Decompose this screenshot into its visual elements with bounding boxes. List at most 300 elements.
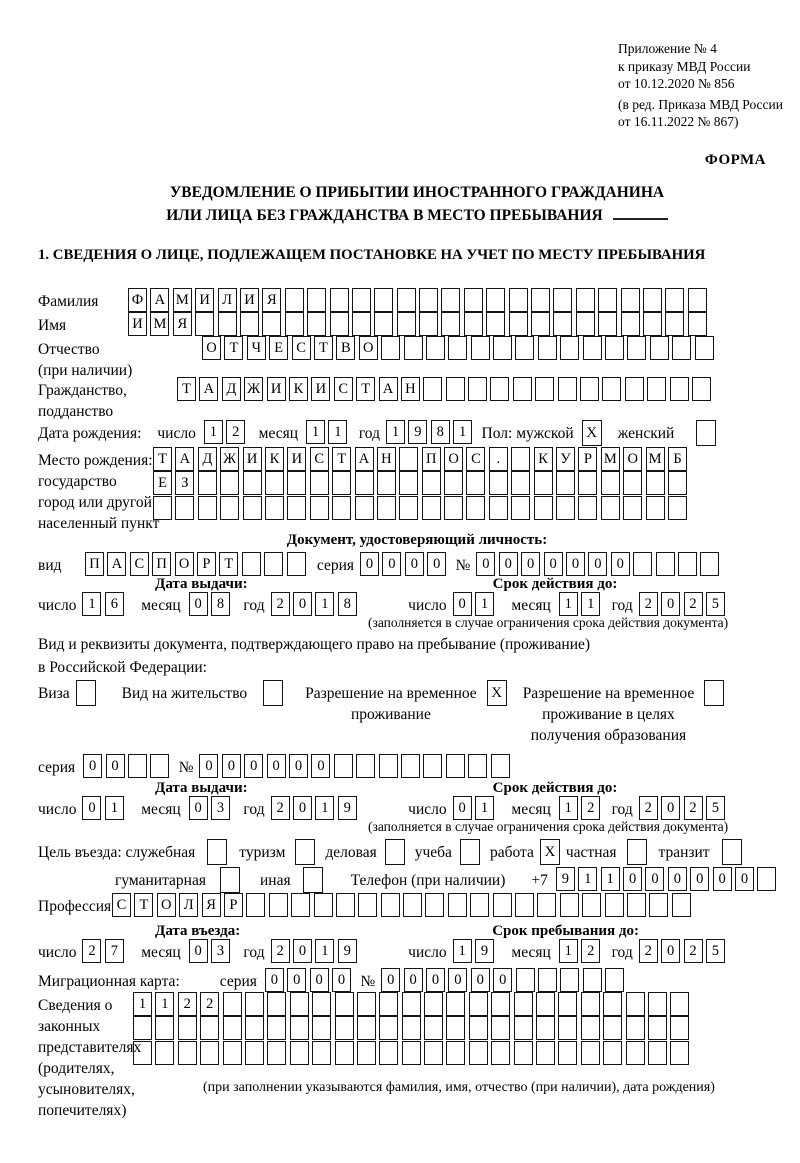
form-cell[interactable] (470, 893, 489, 917)
form-cell[interactable]: 0 (189, 939, 208, 963)
form-cell[interactable] (536, 992, 555, 1016)
checkbox-other[interactable] (303, 867, 323, 893)
form-cell[interactable] (155, 1016, 174, 1040)
form-cell[interactable] (602, 377, 621, 401)
doc-type-cells[interactable] (85, 552, 309, 576)
form-cell[interactable] (243, 471, 262, 495)
form-cell[interactable]: О (444, 447, 463, 471)
form-cell[interactable]: 0 (566, 552, 585, 576)
form-cell[interactable]: 1 (328, 420, 347, 444)
form-cell[interactable]: 2 (581, 796, 600, 820)
form-cell[interactable] (486, 288, 505, 312)
form-cell[interactable] (310, 471, 329, 495)
form-cell[interactable]: 1 (386, 420, 405, 444)
form-cell[interactable]: 0 (293, 796, 312, 820)
form-cell[interactable]: Т (224, 336, 243, 360)
form-cell[interactable] (335, 1016, 354, 1040)
form-cell[interactable]: 3 (211, 939, 230, 963)
form-cell[interactable] (352, 312, 371, 336)
checkbox-temp-permit-edu[interactable] (704, 680, 724, 706)
form-cell[interactable]: 3 (211, 796, 230, 820)
form-cell[interactable] (264, 552, 283, 576)
birth-place-cells-2[interactable] (153, 471, 690, 495)
checkbox-business[interactable] (385, 839, 405, 865)
form-cell[interactable] (534, 496, 553, 520)
form-cell[interactable]: 6 (105, 592, 124, 616)
form-cell[interactable]: 0 (287, 968, 306, 992)
form-cell[interactable]: Ж (244, 377, 263, 401)
form-cell[interactable] (446, 992, 465, 1016)
checkbox-work[interactable]: X (540, 839, 560, 865)
form-cell[interactable] (515, 336, 534, 360)
checkbox-tourism[interactable] (295, 839, 315, 865)
form-cell[interactable] (469, 992, 488, 1016)
form-cell[interactable] (267, 1041, 286, 1065)
form-cell[interactable] (558, 1041, 577, 1065)
checkbox-temp-permit[interactable]: X (487, 680, 507, 706)
stay-month-cells[interactable] (559, 939, 604, 963)
form-cell[interactable]: . (489, 447, 508, 471)
form-cell[interactable] (513, 377, 532, 401)
form-cell[interactable] (335, 992, 354, 1016)
form-cell[interactable] (576, 288, 595, 312)
form-cell[interactable]: И (311, 377, 330, 401)
form-cell[interactable]: 9 (338, 796, 357, 820)
form-cell[interactable]: 0 (405, 552, 424, 576)
form-cell[interactable]: Б (668, 447, 687, 471)
form-cell[interactable]: К (534, 447, 553, 471)
form-cell[interactable] (621, 288, 640, 312)
form-cell[interactable] (531, 288, 550, 312)
form-cell[interactable] (598, 288, 617, 312)
birth-place-cells-3[interactable] (153, 496, 690, 520)
checkbox-visa[interactable] (76, 680, 96, 706)
form-cell[interactable] (601, 496, 620, 520)
form-cell[interactable] (491, 754, 510, 778)
form-cell[interactable] (330, 312, 349, 336)
form-cell[interactable]: Т (219, 552, 238, 576)
form-cell[interactable]: 0 (310, 968, 329, 992)
form-cell[interactable] (419, 288, 438, 312)
form-cell[interactable] (153, 496, 172, 520)
form-cell[interactable]: А (355, 447, 374, 471)
form-cell[interactable] (243, 496, 262, 520)
form-cell[interactable]: И (287, 447, 306, 471)
form-cell[interactable] (402, 992, 421, 1016)
form-cell[interactable] (558, 377, 577, 401)
permit-issue-year-cells[interactable] (271, 796, 361, 820)
form-cell[interactable] (493, 336, 512, 360)
birth-place-cells-1[interactable] (153, 447, 690, 471)
form-cell[interactable] (536, 1041, 555, 1065)
form-cell[interactable] (178, 1041, 197, 1065)
form-cell[interactable] (133, 1041, 152, 1065)
form-cell[interactable] (536, 1016, 555, 1040)
form-cell[interactable] (514, 992, 533, 1016)
form-cell[interactable]: 0 (588, 552, 607, 576)
form-cell[interactable] (379, 754, 398, 778)
doc-valid-year-cells[interactable] (639, 592, 729, 616)
form-cell[interactable] (601, 471, 620, 495)
form-cell[interactable]: 1 (559, 592, 578, 616)
form-cell[interactable]: 0 (106, 754, 125, 778)
form-cell[interactable] (700, 552, 719, 576)
form-cell[interactable]: Р (578, 447, 597, 471)
form-cell[interactable] (648, 1016, 667, 1040)
form-cell[interactable]: 2 (271, 939, 290, 963)
form-cell[interactable] (553, 288, 572, 312)
form-cell[interactable]: 1 (315, 592, 334, 616)
citizenship-cells[interactable] (177, 377, 714, 401)
form-cell[interactable] (128, 754, 147, 778)
form-cell[interactable] (489, 471, 508, 495)
form-cell[interactable]: 0 (453, 796, 472, 820)
form-cell[interactable]: А (107, 552, 126, 576)
form-cell[interactable]: Ж (220, 447, 239, 471)
form-cell[interactable] (531, 312, 550, 336)
form-cell[interactable] (223, 992, 242, 1016)
form-cell[interactable] (648, 992, 667, 1016)
form-cell[interactable] (678, 552, 697, 576)
form-cell[interactable]: С (130, 552, 149, 576)
form-cell[interactable] (670, 992, 689, 1016)
form-cell[interactable]: Т (314, 336, 333, 360)
stay-year-cells[interactable] (639, 939, 729, 963)
form-cell[interactable]: 2 (178, 992, 197, 1016)
form-cell[interactable] (665, 288, 684, 312)
form-cell[interactable]: 0 (332, 968, 351, 992)
form-cell[interactable] (441, 288, 460, 312)
form-cell[interactable] (402, 1041, 421, 1065)
form-cell[interactable] (490, 377, 509, 401)
form-cell[interactable]: П (152, 552, 171, 576)
form-cell[interactable]: И (243, 447, 262, 471)
form-cell[interactable]: К (265, 447, 284, 471)
form-cell[interactable] (553, 312, 572, 336)
form-cell[interactable] (692, 377, 711, 401)
form-cell[interactable] (534, 471, 553, 495)
surname-cells[interactable] (128, 288, 710, 312)
form-cell[interactable]: 0 (471, 968, 490, 992)
form-cell[interactable]: 0 (244, 754, 263, 778)
checkbox-official[interactable] (207, 839, 227, 865)
form-cell[interactable] (397, 288, 416, 312)
form-cell[interactable] (262, 312, 281, 336)
form-cell[interactable] (491, 1016, 510, 1040)
form-cell[interactable]: Т (134, 893, 153, 917)
form-cell[interactable] (623, 496, 642, 520)
form-cell[interactable]: 1 (559, 796, 578, 820)
form-cell[interactable] (444, 496, 463, 520)
form-cell[interactable] (581, 992, 600, 1016)
form-cell[interactable] (358, 893, 377, 917)
form-cell[interactable] (469, 1041, 488, 1065)
form-cell[interactable] (424, 1041, 443, 1065)
form-cell[interactable] (656, 552, 675, 576)
checkbox-humanitarian[interactable] (220, 867, 240, 893)
checkbox-study[interactable] (460, 839, 480, 865)
form-cell[interactable]: 1 (82, 592, 101, 616)
form-cell[interactable] (670, 377, 689, 401)
form-cell[interactable] (285, 288, 304, 312)
form-cell[interactable] (448, 893, 467, 917)
form-cell[interactable]: И (240, 288, 259, 312)
form-cell[interactable]: И (128, 312, 147, 336)
form-cell[interactable] (290, 992, 309, 1016)
form-cell[interactable]: 1 (601, 867, 620, 891)
form-cell[interactable] (583, 968, 602, 992)
form-cell[interactable] (220, 496, 239, 520)
form-cell[interactable] (403, 893, 422, 917)
form-cell[interactable]: Я (202, 893, 221, 917)
form-cell[interactable] (695, 336, 714, 360)
permit-issue-day-cells[interactable] (82, 796, 127, 820)
form-cell[interactable]: 9 (556, 867, 575, 891)
form-cell[interactable] (578, 471, 597, 495)
form-cell[interactable] (643, 312, 662, 336)
form-cell[interactable] (198, 496, 217, 520)
permit-valid-month-cells[interactable] (559, 796, 604, 820)
doc-issue-year-cells[interactable] (271, 592, 361, 616)
form-cell[interactable] (466, 496, 485, 520)
form-cell[interactable]: 8 (338, 592, 357, 616)
form-cell[interactable] (200, 1041, 219, 1065)
form-cell[interactable]: 0 (521, 552, 540, 576)
form-cell[interactable]: А (199, 377, 218, 401)
form-cell[interactable] (357, 1016, 376, 1040)
permit-number-cells[interactable] (199, 754, 512, 778)
form-cell[interactable] (381, 336, 400, 360)
form-cell[interactable] (576, 312, 595, 336)
form-cell[interactable]: 1 (475, 592, 494, 616)
form-cell[interactable] (404, 336, 423, 360)
form-cell[interactable] (511, 496, 530, 520)
form-cell[interactable]: 1 (204, 420, 223, 444)
form-cell[interactable] (605, 336, 624, 360)
form-cell[interactable]: Е (269, 336, 288, 360)
form-cell[interactable]: И (195, 288, 214, 312)
form-cell[interactable]: М (173, 288, 192, 312)
form-cell[interactable]: 5 (706, 796, 725, 820)
form-cell[interactable] (688, 312, 707, 336)
form-cell[interactable] (646, 471, 665, 495)
form-cell[interactable]: 1 (581, 592, 600, 616)
form-cell[interactable]: 5 (706, 939, 725, 963)
form-cell[interactable] (516, 968, 535, 992)
form-cell[interactable] (514, 1041, 533, 1065)
form-cell[interactable]: У (556, 447, 575, 471)
form-cell[interactable] (246, 893, 265, 917)
checkbox-male[interactable]: X (582, 420, 602, 446)
form-cell[interactable] (178, 1016, 197, 1040)
form-cell[interactable]: Н (377, 447, 396, 471)
form-cell[interactable] (352, 288, 371, 312)
form-cell[interactable]: 0 (668, 867, 687, 891)
form-cell[interactable]: А (150, 288, 169, 312)
form-cell[interactable]: М (646, 447, 665, 471)
form-cell[interactable] (265, 471, 284, 495)
form-cell[interactable]: Я (262, 288, 281, 312)
form-cell[interactable] (670, 1016, 689, 1040)
form-cell[interactable] (491, 1041, 510, 1065)
mk-number-cells[interactable] (381, 968, 627, 992)
form-cell[interactable] (355, 496, 374, 520)
form-cell[interactable]: 2 (271, 796, 290, 820)
form-cell[interactable] (556, 496, 575, 520)
form-cell[interactable]: 1 (578, 867, 597, 891)
form-cell[interactable] (355, 471, 374, 495)
form-cell[interactable] (150, 754, 169, 778)
form-cell[interactable] (290, 1016, 309, 1040)
form-cell[interactable] (580, 377, 599, 401)
form-cell[interactable] (581, 1041, 600, 1065)
form-cell[interactable] (650, 336, 669, 360)
form-cell[interactable]: 9 (475, 939, 494, 963)
form-cell[interactable] (423, 377, 442, 401)
form-cell[interactable] (312, 992, 331, 1016)
form-cell[interactable] (245, 992, 264, 1016)
form-cell[interactable] (633, 552, 652, 576)
form-cell[interactable] (605, 893, 624, 917)
form-cell[interactable]: А (379, 377, 398, 401)
form-cell[interactable] (466, 471, 485, 495)
form-cell[interactable] (381, 893, 400, 917)
form-cell[interactable] (486, 312, 505, 336)
form-cell[interactable]: 8 (211, 592, 230, 616)
form-cell[interactable]: 2 (639, 796, 658, 820)
form-cell[interactable]: 0 (293, 592, 312, 616)
form-cell[interactable] (374, 288, 393, 312)
form-cell[interactable]: Т (177, 377, 196, 401)
form-cell[interactable]: 1 (475, 796, 494, 820)
form-cell[interactable] (538, 336, 557, 360)
form-cell[interactable] (285, 312, 304, 336)
form-cell[interactable]: 0 (293, 939, 312, 963)
form-cell[interactable] (240, 312, 259, 336)
birth-month-cells[interactable] (306, 420, 351, 444)
form-cell[interactable] (668, 496, 687, 520)
permit-issue-month-cells[interactable] (189, 796, 234, 820)
form-cell[interactable] (558, 1016, 577, 1040)
form-cell[interactable] (665, 312, 684, 336)
form-cell[interactable] (509, 312, 528, 336)
form-cell[interactable] (441, 312, 460, 336)
form-cell[interactable] (314, 893, 333, 917)
form-cell[interactable] (668, 471, 687, 495)
form-cell[interactable] (287, 552, 306, 576)
patronymic-cells[interactable] (202, 336, 717, 360)
form-cell[interactable]: 2 (684, 939, 703, 963)
form-cell[interactable]: 0 (611, 552, 630, 576)
form-cell[interactable]: С (334, 377, 353, 401)
form-cell[interactable] (267, 1016, 286, 1040)
form-cell[interactable]: Д (222, 377, 241, 401)
doc-valid-day-cells[interactable] (453, 592, 498, 616)
mk-series-cells[interactable] (265, 968, 355, 992)
form-cell[interactable] (515, 893, 534, 917)
form-cell[interactable] (397, 312, 416, 336)
form-cell[interactable]: 0 (623, 867, 642, 891)
form-cell[interactable] (627, 893, 646, 917)
form-cell[interactable]: 1 (155, 992, 174, 1016)
form-cell[interactable]: С (466, 447, 485, 471)
form-cell[interactable] (379, 992, 398, 1016)
permit-series-cells[interactable] (83, 754, 173, 778)
form-cell[interactable] (626, 1041, 645, 1065)
form-cell[interactable]: 0 (427, 552, 446, 576)
permit-valid-day-cells[interactable] (453, 796, 498, 820)
form-cell[interactable] (582, 893, 601, 917)
form-cell[interactable] (312, 1041, 331, 1065)
form-cell[interactable] (537, 893, 556, 917)
form-cell[interactable] (646, 496, 665, 520)
form-cell[interactable]: 0 (222, 754, 241, 778)
form-cell[interactable] (332, 471, 351, 495)
form-cell[interactable]: Д (198, 447, 217, 471)
form-cell[interactable] (688, 288, 707, 312)
form-cell[interactable] (491, 992, 510, 1016)
form-cell[interactable] (464, 312, 483, 336)
form-cell[interactable] (245, 1016, 264, 1040)
form-cell[interactable] (469, 1016, 488, 1040)
form-cell[interactable] (334, 754, 353, 778)
form-cell[interactable] (307, 288, 326, 312)
form-cell[interactable]: 0 (382, 552, 401, 576)
form-cell[interactable]: Я (173, 312, 192, 336)
form-cell[interactable]: 0 (83, 754, 102, 778)
form-cell[interactable]: П (85, 552, 104, 576)
form-cell[interactable]: С (112, 893, 131, 917)
form-cell[interactable]: 0 (661, 796, 680, 820)
entry-day-cells[interactable] (82, 939, 127, 963)
form-cell[interactable] (379, 1016, 398, 1040)
form-cell[interactable]: 0 (189, 592, 208, 616)
form-cell[interactable]: 1 (105, 796, 124, 820)
form-cell[interactable] (399, 496, 418, 520)
form-cell[interactable] (422, 496, 441, 520)
form-cell[interactable] (245, 1041, 264, 1065)
form-cell[interactable] (399, 447, 418, 471)
doc-number-cells[interactable] (476, 552, 722, 576)
form-cell[interactable] (603, 1041, 622, 1065)
form-cell[interactable] (471, 336, 490, 360)
profession-cells[interactable] (112, 893, 694, 917)
doc-issue-day-cells[interactable] (82, 592, 127, 616)
form-cell[interactable]: 8 (431, 420, 450, 444)
form-cell[interactable] (198, 471, 217, 495)
legal-cells-3[interactable] (133, 1041, 715, 1065)
form-cell[interactable] (626, 992, 645, 1016)
form-cell[interactable] (155, 1041, 174, 1065)
form-cell[interactable] (605, 968, 624, 992)
form-cell[interactable] (621, 312, 640, 336)
form-cell[interactable] (446, 1016, 465, 1040)
form-cell[interactable] (623, 471, 642, 495)
form-cell[interactable]: 0 (267, 754, 286, 778)
stay-day-cells[interactable] (453, 939, 498, 963)
form-cell[interactable] (446, 754, 465, 778)
form-cell[interactable]: 0 (448, 968, 467, 992)
form-cell[interactable] (401, 754, 420, 778)
form-cell[interactable]: 0 (453, 592, 472, 616)
form-cell[interactable] (267, 992, 286, 1016)
checkbox-residence-permit[interactable] (263, 680, 283, 706)
form-cell[interactable] (332, 496, 351, 520)
form-cell[interactable] (218, 312, 237, 336)
form-cell[interactable]: 0 (661, 939, 680, 963)
form-cell[interactable] (356, 754, 375, 778)
phone-cells[interactable] (556, 867, 780, 891)
